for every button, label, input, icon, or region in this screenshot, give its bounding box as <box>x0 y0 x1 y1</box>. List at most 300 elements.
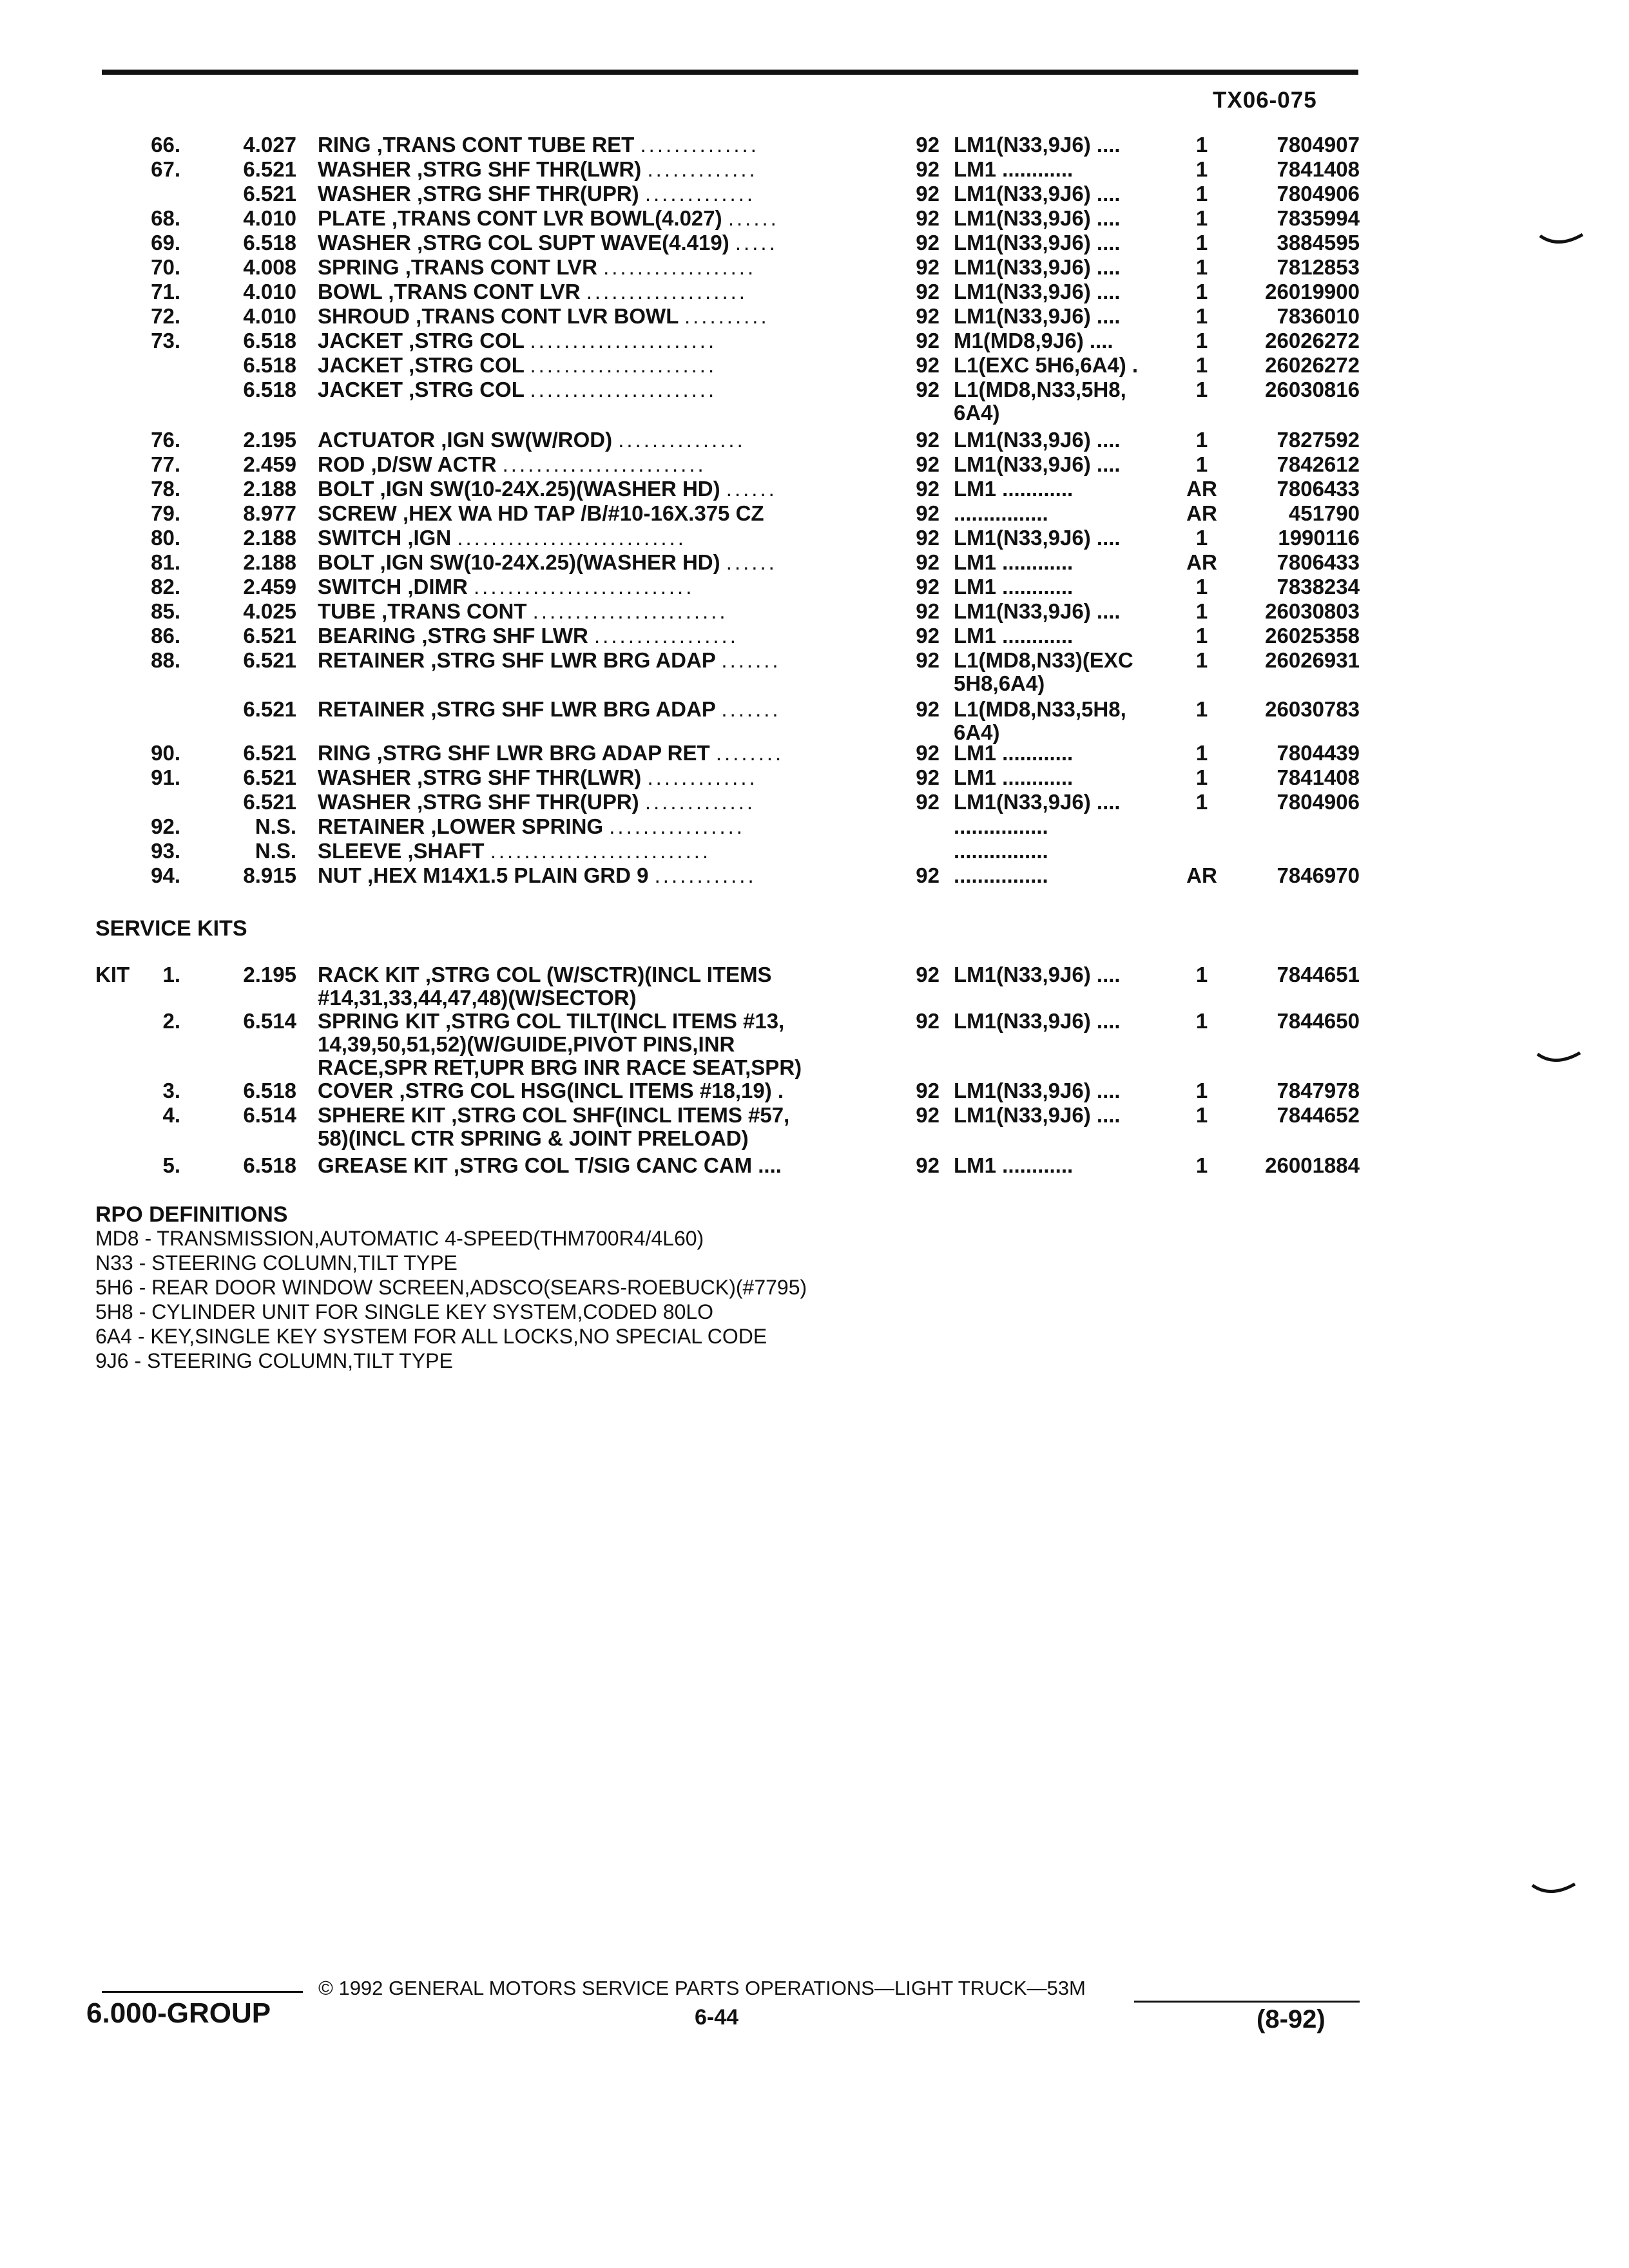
usage-code: LM1(N33,9J6) .... <box>954 255 1121 279</box>
leader-dots: ...................... <box>530 329 717 352</box>
part-description <box>318 304 846 329</box>
part-number: 7836010 <box>1277 304 1360 328</box>
part-number: 26026272 <box>1265 329 1360 352</box>
item-number: 69. <box>151 231 180 255</box>
kit-row <box>0 1009 1418 1033</box>
model-year: 92 <box>916 624 940 648</box>
group-number: N.S. <box>255 814 296 838</box>
item-number: 78. <box>151 477 180 501</box>
usage-code: LM1(N33,9J6) .... <box>954 1009 1121 1033</box>
usage-code: LM1(N33,9J6) .... <box>954 790 1121 814</box>
model-year: 92 <box>916 378 940 401</box>
item-number: 94. <box>151 863 180 887</box>
table-row <box>0 157 1418 182</box>
description-text: WASHER ,STRG SHF THR(LWR) <box>318 765 642 789</box>
kit-number: 1. <box>162 963 180 986</box>
leader-dots: ....................... <box>532 599 728 623</box>
leader-dots: ............... <box>618 428 746 452</box>
item-number: 73. <box>151 329 180 352</box>
quantity: 1 <box>1195 741 1208 765</box>
group-number: 6.521 <box>243 157 296 181</box>
table-row <box>0 790 1418 814</box>
usage-code: LM1 ............ <box>954 157 1074 181</box>
table-row <box>0 133 1418 157</box>
description-text: RETAINER ,STRG SHF LWR BRG ADAP <box>318 648 716 672</box>
group-number: 4.010 <box>243 280 296 303</box>
group-number: 2.195 <box>243 428 296 452</box>
quantity: 1 <box>1195 1103 1208 1127</box>
item-number: 70. <box>151 255 180 279</box>
part-number: 26025358 <box>1265 624 1360 648</box>
part-number: 26026931 <box>1265 648 1360 672</box>
description-text: RING ,STRG SHF LWR BRG ADAP RET <box>318 741 710 765</box>
description-text: SCREW ,HEX WA HD TAP /B/#10-16X.375 CZ <box>318 501 764 525</box>
table-row <box>0 839 1418 863</box>
group-number: N.S. <box>255 839 296 863</box>
description-text: SWITCH ,DIMR <box>318 575 468 599</box>
leader-dots: ............. <box>644 790 756 814</box>
item-number: 76. <box>151 428 180 452</box>
usage-code: LM1 ............ <box>954 741 1074 765</box>
group-number: 6.514 <box>243 1103 296 1127</box>
leader-dots: ..... <box>735 231 778 255</box>
description-text: BOWL ,TRANS CONT LVR <box>318 280 581 303</box>
leader-dots: ....... <box>721 648 781 672</box>
leader-dots: .......... <box>684 304 769 328</box>
part-number: 26019900 <box>1265 280 1360 303</box>
usage-code-continued: 6A4) <box>954 720 1000 744</box>
table-row <box>0 304 1418 329</box>
part-description <box>318 452 846 477</box>
part-description <box>318 550 846 575</box>
usage-code: L1(EXC 5H6,6A4) . <box>954 353 1139 377</box>
leader-dots: ............. <box>647 765 758 789</box>
item-number: 72. <box>151 304 180 328</box>
group-number: 4.010 <box>243 304 296 328</box>
usage-code: LM1(N33,9J6) .... <box>954 428 1121 452</box>
quantity: 1 <box>1195 790 1208 814</box>
usage-code: LM1 ............ <box>954 477 1074 501</box>
item-number: 67. <box>151 157 180 181</box>
table-row <box>0 231 1418 255</box>
part-number: 7842612 <box>1277 452 1360 476</box>
leader-dots: ....... <box>721 697 781 721</box>
group-number: 2.459 <box>243 575 296 599</box>
quantity: 1 <box>1195 231 1208 255</box>
model-year: 92 <box>916 697 940 721</box>
part-description <box>318 477 846 501</box>
description-text: RETAINER ,LOWER SPRING <box>318 814 604 838</box>
group-number: 6.518 <box>243 231 296 255</box>
quantity: 1 <box>1195 353 1208 377</box>
leader-dots: ................ <box>609 814 745 838</box>
quantity: 1 <box>1195 765 1208 789</box>
quantity: 1 <box>1195 452 1208 476</box>
kit-description-continued: 58)(INCL CTR SPRING & JOINT PRELOAD) <box>318 1126 749 1150</box>
usage-code-continued: 5H8,6A4) <box>954 671 1045 695</box>
usage-code: ................ <box>954 501 1048 525</box>
binder-hole-mark <box>1536 1050 1581 1070</box>
item-number: 93. <box>151 839 180 863</box>
kit-description-continued: #14,31,33,44,47,48)(W/SECTOR) <box>318 986 637 1010</box>
rpo-line: N33 - STEERING COLUMN,TILT TYPE <box>95 1251 458 1274</box>
model-year: 92 <box>916 963 940 986</box>
part-description <box>318 353 846 378</box>
footer-rule-left <box>102 1991 303 1993</box>
part-description <box>318 428 846 452</box>
table-row <box>0 599 1418 624</box>
description-text: ACTUATOR ,IGN SW(W/ROD) <box>318 428 613 452</box>
model-year: 92 <box>916 1103 940 1127</box>
kit-number: 2. <box>162 1009 180 1033</box>
part-description <box>318 814 846 839</box>
group-number: 6.521 <box>243 741 296 765</box>
part-number: 26001884 <box>1265 1153 1360 1177</box>
description-text: BOLT ,IGN SW(10-24X.25)(WASHER HD) <box>318 550 720 574</box>
kit-description: RACK KIT ,STRG COL (W/SCTR)(INCL ITEMS <box>318 963 772 986</box>
quantity: 1 <box>1195 378 1208 401</box>
model-year: 92 <box>916 1153 940 1177</box>
usage-code: LM1 ............ <box>954 1153 1074 1177</box>
model-year: 92 <box>916 428 940 452</box>
item-number: 91. <box>151 765 180 789</box>
description-text: JACKET ,STRG COL <box>318 329 525 352</box>
usage-code: LM1(N33,9J6) .... <box>954 599 1121 623</box>
model-year: 92 <box>916 452 940 476</box>
part-number: 7812853 <box>1277 255 1360 279</box>
quantity: 1 <box>1195 280 1208 303</box>
quantity: 1 <box>1195 1153 1208 1177</box>
usage-code: LM1(N33,9J6) .... <box>954 526 1121 550</box>
usage-code: LM1(N33,9J6) .... <box>954 1079 1121 1102</box>
description-text: RING ,TRANS CONT TUBE RET <box>318 133 635 157</box>
part-number: 7827592 <box>1277 428 1360 452</box>
description-text: SHROUD ,TRANS CONT LVR BOWL <box>318 304 679 328</box>
description-text: BOLT ,IGN SW(10-24X.25)(WASHER HD) <box>318 477 720 501</box>
model-year: 92 <box>916 501 940 525</box>
model-year: 92 <box>916 863 940 887</box>
leader-dots: .............. <box>640 133 759 157</box>
usage-code: LM1(N33,9J6) .... <box>954 1103 1121 1127</box>
leader-dots: ............. <box>644 182 756 206</box>
table-row <box>0 206 1418 231</box>
part-number: 7804906 <box>1277 790 1360 814</box>
part-number: 26026272 <box>1265 353 1360 377</box>
rpo-line: MD8 - TRANSMISSION,AUTOMATIC 4-SPEED(THM700R4/4L60) <box>95 1227 704 1250</box>
item-number: 77. <box>151 452 180 476</box>
quantity: 1 <box>1195 206 1208 230</box>
kit-description-continued: 14,39,50,51,52)(W/GUIDE,PIVOT PINS,INR <box>318 1032 735 1056</box>
kit-description: COVER ,STRG COL HSG(INCL ITEMS #18,19) . <box>318 1079 784 1102</box>
item-number: 86. <box>151 624 180 648</box>
part-description <box>318 790 846 814</box>
part-description <box>318 501 846 526</box>
part-number: 26030803 <box>1265 599 1360 623</box>
usage-code: LM1(N33,9J6) .... <box>954 452 1121 476</box>
item-number: 81. <box>151 550 180 574</box>
item-number: 66. <box>151 133 180 157</box>
table-row <box>0 648 1418 673</box>
rpo-line: 5H6 - REAR DOOR WINDOW SCREEN,ADSCO(SEARS-ROEBUCK)(#7795) <box>95 1276 807 1299</box>
part-description <box>318 648 846 673</box>
group-number: 8.977 <box>243 501 296 525</box>
description-text: BEARING ,STRG SHF LWR <box>318 624 588 648</box>
model-year: 92 <box>916 790 940 814</box>
group-number: 8.915 <box>243 863 296 887</box>
part-description <box>318 329 846 353</box>
model-year: 92 <box>916 304 940 328</box>
part-description <box>318 157 846 182</box>
group-number: 2.188 <box>243 477 296 501</box>
model-year: 92 <box>916 182 940 206</box>
kit-number: 3. <box>162 1079 180 1102</box>
table-row <box>0 624 1418 648</box>
usage-code: LM1 ............ <box>954 624 1074 648</box>
quantity: 1 <box>1195 575 1208 599</box>
description-text: RETAINER ,STRG SHF LWR BRG ADAP <box>318 697 716 721</box>
description-text: JACKET ,STRG COL <box>318 378 525 401</box>
description-text: NUT ,HEX M14X1.5 PLAIN GRD 9 <box>318 863 649 887</box>
description-text: SLEEVE ,SHAFT <box>318 839 485 863</box>
description-text: ROD ,D/SW ACTR <box>318 452 497 476</box>
quantity: 1 <box>1195 1009 1208 1033</box>
quantity: 1 <box>1195 624 1208 648</box>
model-year: 92 <box>916 648 940 672</box>
item-number: 68. <box>151 206 180 230</box>
description-text: PLATE ,TRANS CONT LVR BOWL(4.027) <box>318 206 722 230</box>
part-number: 7847978 <box>1277 1079 1360 1102</box>
usage-code: LM1 ............ <box>954 765 1074 789</box>
quantity: 1 <box>1195 255 1208 279</box>
usage-code: LM1(N33,9J6) .... <box>954 304 1121 328</box>
group-number: 6.518 <box>243 329 296 352</box>
leader-dots: ........ <box>715 741 784 765</box>
model-year: 92 <box>916 255 940 279</box>
kit-number: 5. <box>162 1153 180 1177</box>
usage-code: ................ <box>954 814 1048 838</box>
description-text: TUBE ,TRANS CONT <box>318 599 527 623</box>
part-number: 7846970 <box>1277 863 1360 887</box>
quantity: 1 <box>1195 1079 1208 1102</box>
model-year: 92 <box>916 1079 940 1102</box>
part-number: 1990116 <box>1278 526 1360 550</box>
model-year: 92 <box>916 1009 940 1033</box>
part-number: 7844652 <box>1277 1103 1360 1127</box>
footer-page-number: 6-44 <box>695 2005 739 2030</box>
footer-copyright: © 1992 GENERAL MOTORS SERVICE PARTS OPERATIONS—LIGHT TRUCK—53M <box>318 1977 1086 1999</box>
table-row <box>0 550 1418 575</box>
group-number: 4.027 <box>243 133 296 157</box>
part-description <box>318 765 846 790</box>
table-row <box>0 182 1418 206</box>
part-description <box>318 206 846 231</box>
group-number: 6.518 <box>243 1153 296 1177</box>
leader-dots: .......................... <box>490 839 711 863</box>
model-year: 92 <box>916 133 940 157</box>
table-row <box>0 501 1418 526</box>
usage-code: LM1(N33,9J6) .... <box>954 231 1121 255</box>
model-year: 92 <box>916 526 940 550</box>
table-row <box>0 428 1418 452</box>
table-row <box>0 697 1418 722</box>
usage-code: LM1(N33,9J6) .... <box>954 182 1121 206</box>
quantity: 1 <box>1195 963 1208 986</box>
usage-code: LM1 ............ <box>954 550 1074 574</box>
leader-dots: ...................... <box>530 353 717 377</box>
leader-dots: ...... <box>728 206 779 230</box>
kit-number: 4. <box>162 1103 180 1127</box>
service-kits-title: SERVICE KITS <box>95 916 247 941</box>
binder-hole-mark <box>1531 1881 1576 1901</box>
group-number: 2.195 <box>243 963 296 986</box>
quantity: 1 <box>1195 599 1208 623</box>
quantity: 1 <box>1195 526 1208 550</box>
kit-row <box>0 1153 1418 1178</box>
quantity: AR <box>1186 477 1217 501</box>
part-number: 7806433 <box>1277 550 1360 574</box>
group-number: 2.188 <box>243 526 296 550</box>
leader-dots: ........................ <box>502 452 706 476</box>
group-number: 6.518 <box>243 353 296 377</box>
quantity: AR <box>1186 501 1217 525</box>
item-number: 82. <box>151 575 180 599</box>
part-number: 7804439 <box>1277 741 1360 765</box>
kit-row <box>0 1103 1418 1128</box>
usage-code: M1(MD8,9J6) .... <box>954 329 1113 352</box>
leader-dots: ...................... <box>530 378 717 401</box>
part-number: 26030816 <box>1265 378 1360 401</box>
rpo-line: 6A4 - KEY,SINGLE KEY SYSTEM FOR ALL LOCKS,NO SPECIAL CODE <box>95 1325 767 1348</box>
description-text: WASHER ,STRG COL SUPT WAVE(4.419) <box>318 231 729 255</box>
quantity: 1 <box>1195 648 1208 672</box>
usage-code: L1(MD8,N33,5H8, <box>954 378 1126 401</box>
rpo-line: 5H8 - CYLINDER UNIT FOR SINGLE KEY SYSTEM,CODED 80LO <box>95 1300 714 1323</box>
rpo-line: 9J6 - STEERING COLUMN,TILT TYPE <box>95 1349 453 1372</box>
rpo-definitions-title: RPO DEFINITIONS <box>95 1202 288 1227</box>
part-number: 7844650 <box>1277 1009 1360 1033</box>
model-year: 92 <box>916 765 940 789</box>
part-description <box>318 280 846 304</box>
model-year: 92 <box>916 599 940 623</box>
kit-description: SPHERE KIT ,STRG COL SHF(INCL ITEMS #57, <box>318 1103 790 1127</box>
item-number: 85. <box>151 599 180 623</box>
group-number: 2.459 <box>243 452 296 476</box>
quantity: 1 <box>1195 329 1208 352</box>
usage-code: LM1 ............ <box>954 575 1074 599</box>
description-text: SWITCH ,IGN <box>318 526 452 550</box>
part-description <box>318 255 846 280</box>
part-description <box>318 378 846 402</box>
table-row <box>0 575 1418 599</box>
group-number: 6.521 <box>243 182 296 206</box>
usage-code: L1(MD8,N33)(EXC <box>954 648 1133 672</box>
kit-description: SPRING KIT ,STRG COL TILT(INCL ITEMS #13, <box>318 1009 785 1033</box>
leader-dots: ........................... <box>457 526 686 550</box>
leader-dots: ...... <box>726 477 777 501</box>
group-number: 6.521 <box>243 697 296 721</box>
table-row <box>0 814 1418 839</box>
top-rule <box>102 70 1358 75</box>
item-number: 92. <box>151 814 180 838</box>
description-text: WASHER ,STRG SHF THR(UPR) <box>318 790 639 814</box>
model-year: 92 <box>916 280 940 303</box>
usage-code: ................ <box>954 839 1048 863</box>
model-year: 92 <box>916 206 940 230</box>
group-number: 6.521 <box>243 765 296 789</box>
part-number: 7838234 <box>1277 575 1360 599</box>
item-number: 80. <box>151 526 180 550</box>
group-number: 6.518 <box>243 378 296 401</box>
part-number: 7804906 <box>1277 182 1360 206</box>
part-number: 7841408 <box>1277 765 1360 789</box>
kit-description: GREASE KIT ,STRG COL T/SIG CANC CAM .... <box>318 1153 782 1177</box>
quantity: 1 <box>1195 157 1208 181</box>
part-number: 7841408 <box>1277 157 1360 181</box>
description-text: JACKET ,STRG COL <box>318 353 525 377</box>
description-text: WASHER ,STRG SHF THR(LWR) <box>318 157 642 181</box>
model-year: 92 <box>916 353 940 377</box>
part-description <box>318 697 846 722</box>
part-number: 451790 <box>1288 501 1360 525</box>
model-year: 92 <box>916 575 940 599</box>
part-number: 7844651 <box>1277 963 1360 986</box>
group-number: 4.025 <box>243 599 296 623</box>
group-number: 6.521 <box>243 790 296 814</box>
leader-dots: .......................... <box>473 575 695 599</box>
item-number: 90. <box>151 741 180 765</box>
quantity: 1 <box>1195 133 1208 157</box>
binder-hole-mark <box>1539 232 1584 251</box>
group-number: 6.514 <box>243 1009 296 1033</box>
usage-code: LM1(N33,9J6) .... <box>954 206 1121 230</box>
group-number: 6.518 <box>243 1079 296 1102</box>
part-description <box>318 133 846 157</box>
table-row <box>0 452 1418 477</box>
quantity: 1 <box>1195 428 1208 452</box>
table-row <box>0 741 1418 765</box>
group-number: 2.188 <box>243 550 296 574</box>
description-text: SPRING ,TRANS CONT LVR <box>318 255 597 279</box>
part-description <box>318 863 846 888</box>
table-row <box>0 329 1418 353</box>
table-row <box>0 378 1418 402</box>
quantity: 1 <box>1195 182 1208 206</box>
part-description <box>318 741 846 765</box>
table-row <box>0 765 1418 790</box>
leader-dots: .................. <box>603 255 757 279</box>
usage-code: LM1(N33,9J6) .... <box>954 963 1121 986</box>
part-number: 26030783 <box>1265 697 1360 721</box>
table-row <box>0 353 1418 378</box>
table-row <box>0 526 1418 550</box>
model-year: 92 <box>916 550 940 574</box>
quantity: 1 <box>1195 697 1208 721</box>
kit-row <box>0 963 1418 987</box>
group-number: 6.521 <box>243 624 296 648</box>
quantity: 1 <box>1195 304 1208 328</box>
table-row <box>0 255 1418 280</box>
footer-rule-right <box>1134 2001 1360 2003</box>
table-row <box>0 280 1418 304</box>
usage-code: LM1(N33,9J6) .... <box>954 280 1121 303</box>
kit-description-continued: RACE,SPR RET,UPR BRG INR RACE SEAT,SPR) <box>318 1055 802 1079</box>
model-year: 92 <box>916 477 940 501</box>
description-text: WASHER ,STRG SHF THR(UPR) <box>318 182 639 206</box>
quantity: AR <box>1186 550 1217 574</box>
footer-date: (8-92) <box>1257 2005 1325 2033</box>
part-description <box>318 624 846 648</box>
model-year: 92 <box>916 741 940 765</box>
